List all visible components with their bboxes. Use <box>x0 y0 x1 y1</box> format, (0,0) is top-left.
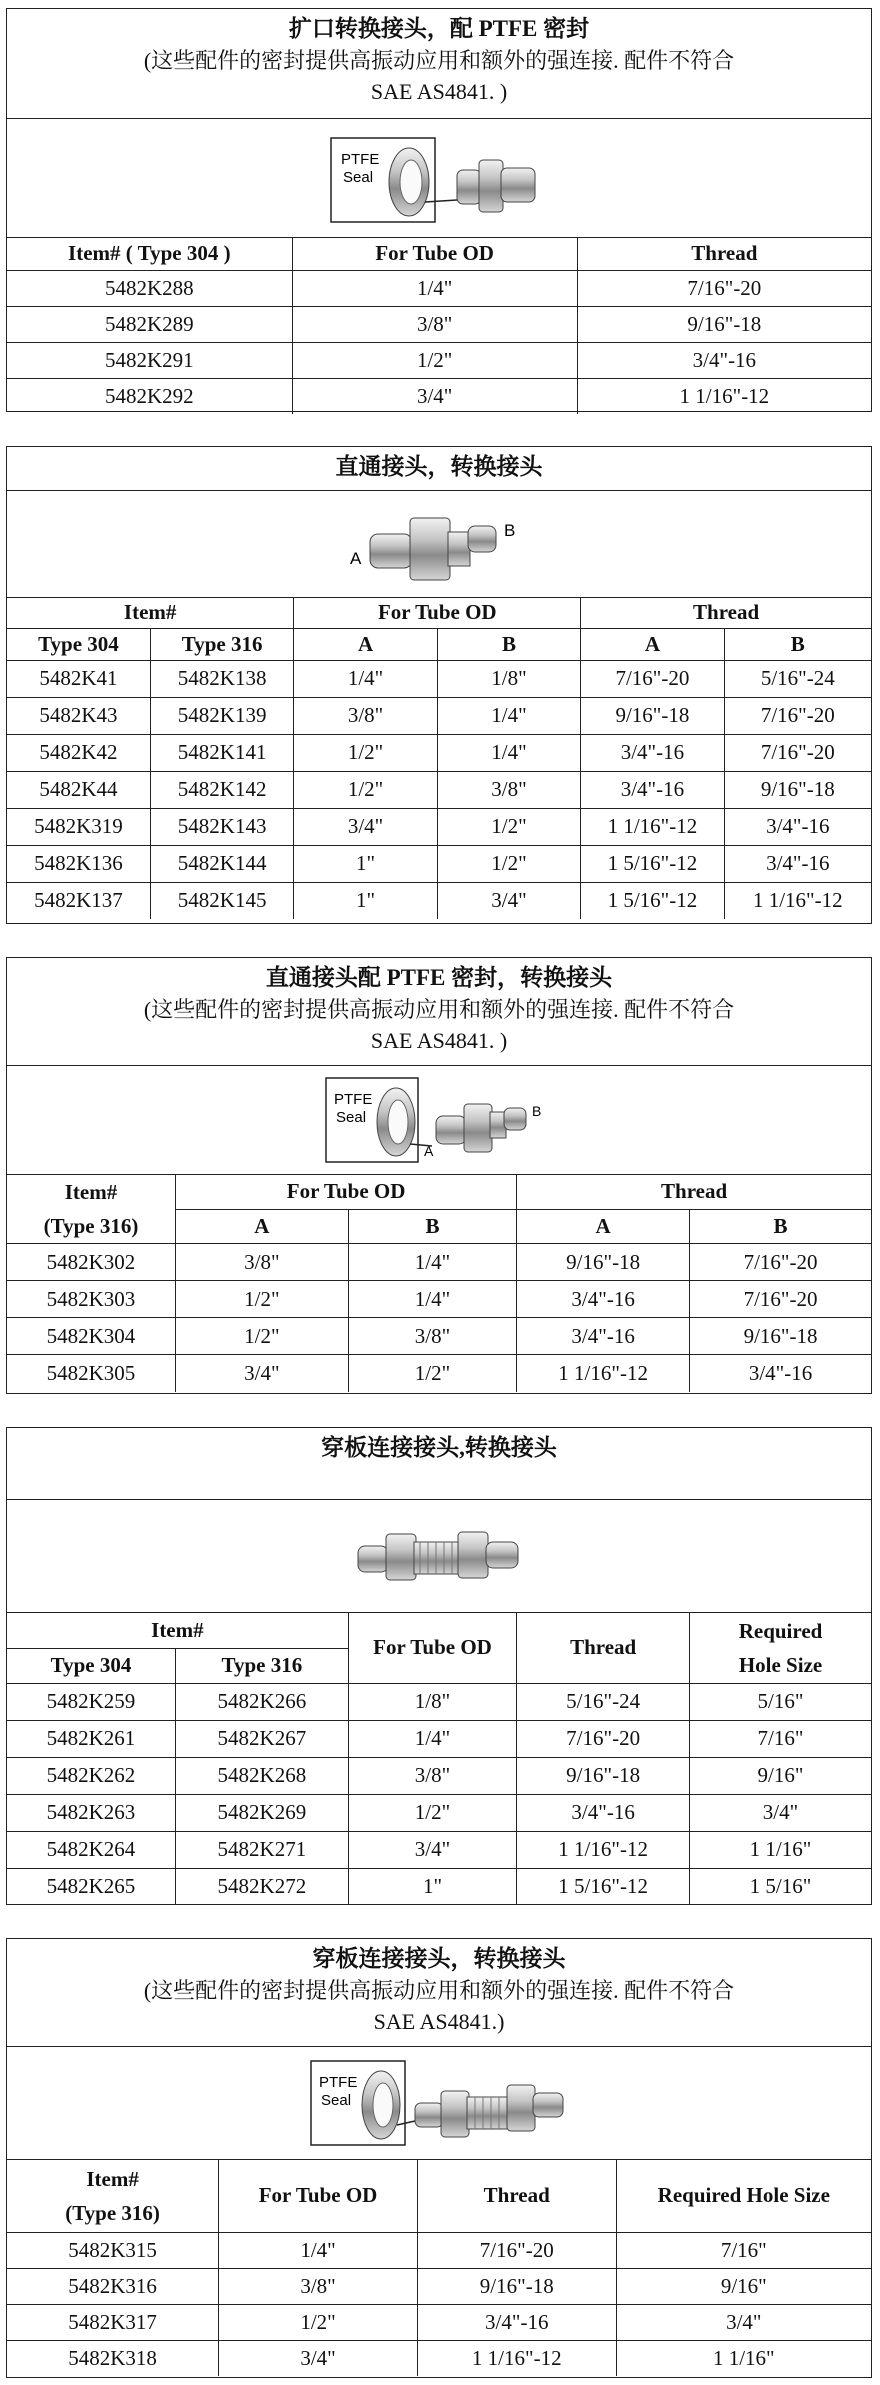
table-row: 5482K261 5482K267 1/4" 7/16"-20 7/16" <box>7 1720 871 1757</box>
column-header: Type 316 <box>175 1648 348 1683</box>
section-header <box>7 1428 871 1500</box>
section-subtitle: SAE AS4841. ) <box>370 1028 508 1053</box>
spec-table <box>7 598 871 919</box>
table-bulkhead-adapter-ptfe <box>6 1938 872 2378</box>
seal-label: PTFE <box>334 1091 373 1108</box>
column-header: Item# (Type 316) <box>7 1175 175 1244</box>
table-row: 5482K42 5482K141 1/2" 1/4" 3/4"-16 7/16"-20 <box>7 734 871 771</box>
end-label-a: A <box>424 1143 434 1159</box>
column-header: For Tube OD <box>292 238 577 270</box>
table-row: 5482K44 5482K142 1/2" 3/8" 3/4"-16 9/16"-18 <box>7 771 871 808</box>
table-row: 5482K262 5482K268 3/8" 9/16"-18 9/16" <box>7 1757 871 1794</box>
seal-label: PTFE <box>341 151 380 168</box>
spec-table <box>7 238 871 414</box>
table-row: 5482K305 3/4" 1/2" 1 1/16"-12 3/4"-16 <box>7 1355 871 1392</box>
table-row: 5482K259 5482K266 1/8" 5/16"-24 5/16" <box>7 1683 871 1720</box>
straight-adapter-illustration <box>344 496 534 592</box>
column-group-header: Item# <box>7 598 294 628</box>
table-row: 5482K304 1/2" 3/8" 3/4"-16 9/16"-18 <box>7 1318 871 1355</box>
table-row: 5482K317 1/2" 3/4"-16 3/4" <box>7 2304 871 2340</box>
column-header: For Tube OD <box>348 1613 516 1683</box>
table-straight-adapter-ptfe <box>6 957 872 1394</box>
product-image <box>7 119 871 238</box>
section-subtitle: SAE AS4841.) <box>373 2009 505 2034</box>
seal-label: PTFE <box>319 2074 358 2091</box>
column-group-header: Item# <box>7 1613 348 1648</box>
column-header: Thread <box>577 238 871 270</box>
seal-label: Seal <box>321 2092 352 2109</box>
column-header: Thread <box>417 2160 616 2232</box>
end-label-b: B <box>532 1103 542 1119</box>
spec-table <box>7 2160 871 2376</box>
table-row: 5482K315 1/4" 7/16"-20 7/16" <box>7 2232 871 2268</box>
column-header: Required Hole Size <box>690 1613 871 1683</box>
section-header <box>7 958 871 1066</box>
column-header: A <box>517 1209 690 1243</box>
table-row: 5482K302 3/8" 1/4" 9/16"-18 7/16"-20 <box>7 1244 871 1281</box>
fitting-with-seal-illustration <box>324 1072 554 1168</box>
column-header: A <box>294 628 437 660</box>
table-row: 5482K136 5482K144 1" 1/2" 1 5/16"-12 3/4"-16 <box>7 845 871 882</box>
table-row: 5482K318 3/4" 1 1/16"-12 1 1/16" <box>7 2340 871 2376</box>
section-header <box>7 447 871 491</box>
seal-label: Seal <box>343 169 374 186</box>
column-header: Type 316 <box>150 628 293 660</box>
section-subtitle: SAE AS4841. ) <box>370 79 508 104</box>
column-header: A <box>581 628 724 660</box>
table-row: 5482K137 5482K145 1" 3/4" 1 5/16"-12 1 1/16"-12 <box>7 882 871 919</box>
column-header: B <box>437 628 580 660</box>
table-row: 5482K265 5482K272 1" 1 5/16"-12 1 5/16" <box>7 1868 871 1905</box>
table-row: 5482K292 3/4" 1 1/16"-12 <box>7 378 871 414</box>
column-header: Type 304 <box>7 628 150 660</box>
section-subtitle: (这些配件的密封提供高振动应用和额外的强连接. 配件不符合 <box>143 48 735 73</box>
section-header <box>7 1939 871 2047</box>
product-image <box>7 2047 871 2160</box>
table-bulkhead-adapter <box>6 1427 872 1905</box>
seal-label: Seal <box>336 1109 367 1126</box>
table-row: 5482K291 1/2" 3/4"-16 <box>7 342 871 378</box>
column-header: B <box>348 1209 516 1243</box>
section-subtitle: (这些配件的密封提供高振动应用和额外的强连接. 配件不符合 <box>143 997 735 1022</box>
column-header: B <box>690 1209 871 1243</box>
spec-table <box>7 1175 871 1392</box>
product-image <box>7 491 871 598</box>
table-row: 5482K319 5482K143 3/4" 1/2" 1 1/16"-12 3/4"-16 <box>7 808 871 845</box>
end-label-b: B <box>504 521 516 540</box>
column-header: For Tube OD <box>219 2160 418 2232</box>
column-group-header: Thread <box>581 598 871 628</box>
table-row: 5482K41 5482K138 1/4" 1/8" 7/16"-20 5/16"-24 <box>7 660 871 697</box>
section-title: 穿板连接接头，转换接头 <box>312 1946 566 1971</box>
table-straight-adapter <box>6 446 872 924</box>
product-image <box>7 1500 871 1613</box>
section-title: 穿板连接接头,转换接头 <box>321 1435 557 1460</box>
table-flare-adapter-ptfe <box>6 8 872 412</box>
column-group-header: For Tube OD <box>175 1175 516 1209</box>
bulkhead-adapter-illustration <box>354 1516 524 1596</box>
column-header: Required Hole Size <box>616 2160 871 2232</box>
section-title: 直通接头，转换接头 <box>335 454 543 479</box>
section-subtitle: (这些配件的密封提供高振动应用和额外的强连接. 配件不符合 <box>143 1978 735 2003</box>
column-header: Thread <box>517 1613 690 1683</box>
column-header: Item# (Type 316) <box>7 2160 219 2232</box>
column-header: B <box>724 628 871 660</box>
column-header: Item# ( Type 304 ) <box>7 238 292 270</box>
section-title: 扩口转换接头，配 PTFE 密封 <box>288 16 590 41</box>
column-header: A <box>175 1209 348 1243</box>
table-row: 5482K288 1/4" 7/16"-20 <box>7 270 871 306</box>
table-row: 5482K316 3/8" 9/16"-18 9/16" <box>7 2268 871 2304</box>
end-label-a: A <box>350 549 362 568</box>
fitting-with-seal-illustration <box>329 130 549 226</box>
table-row: 5482K263 5482K269 1/2" 3/4"-16 3/4" <box>7 1794 871 1831</box>
column-header: Type 304 <box>7 1648 175 1683</box>
table-row: 5482K43 5482K139 3/8" 1/4" 9/16"-18 7/16"-20 <box>7 697 871 734</box>
table-row: 5482K303 1/2" 1/4" 3/4"-16 7/16"-20 <box>7 1281 871 1318</box>
table-row: 5482K264 5482K271 3/4" 1 1/16"-12 1 1/16" <box>7 1831 871 1868</box>
product-image <box>7 1066 871 1175</box>
column-group-header: For Tube OD <box>294 598 581 628</box>
section-header <box>7 9 871 119</box>
section-title: 直通接头配 PTFE 密封，转换接头 <box>265 965 613 990</box>
bulkhead-with-seal-illustration <box>309 2055 569 2151</box>
table-row: 5482K289 3/8" 9/16"-18 <box>7 306 871 342</box>
column-group-header: Thread <box>517 1175 871 1209</box>
spec-table <box>7 1613 871 1905</box>
